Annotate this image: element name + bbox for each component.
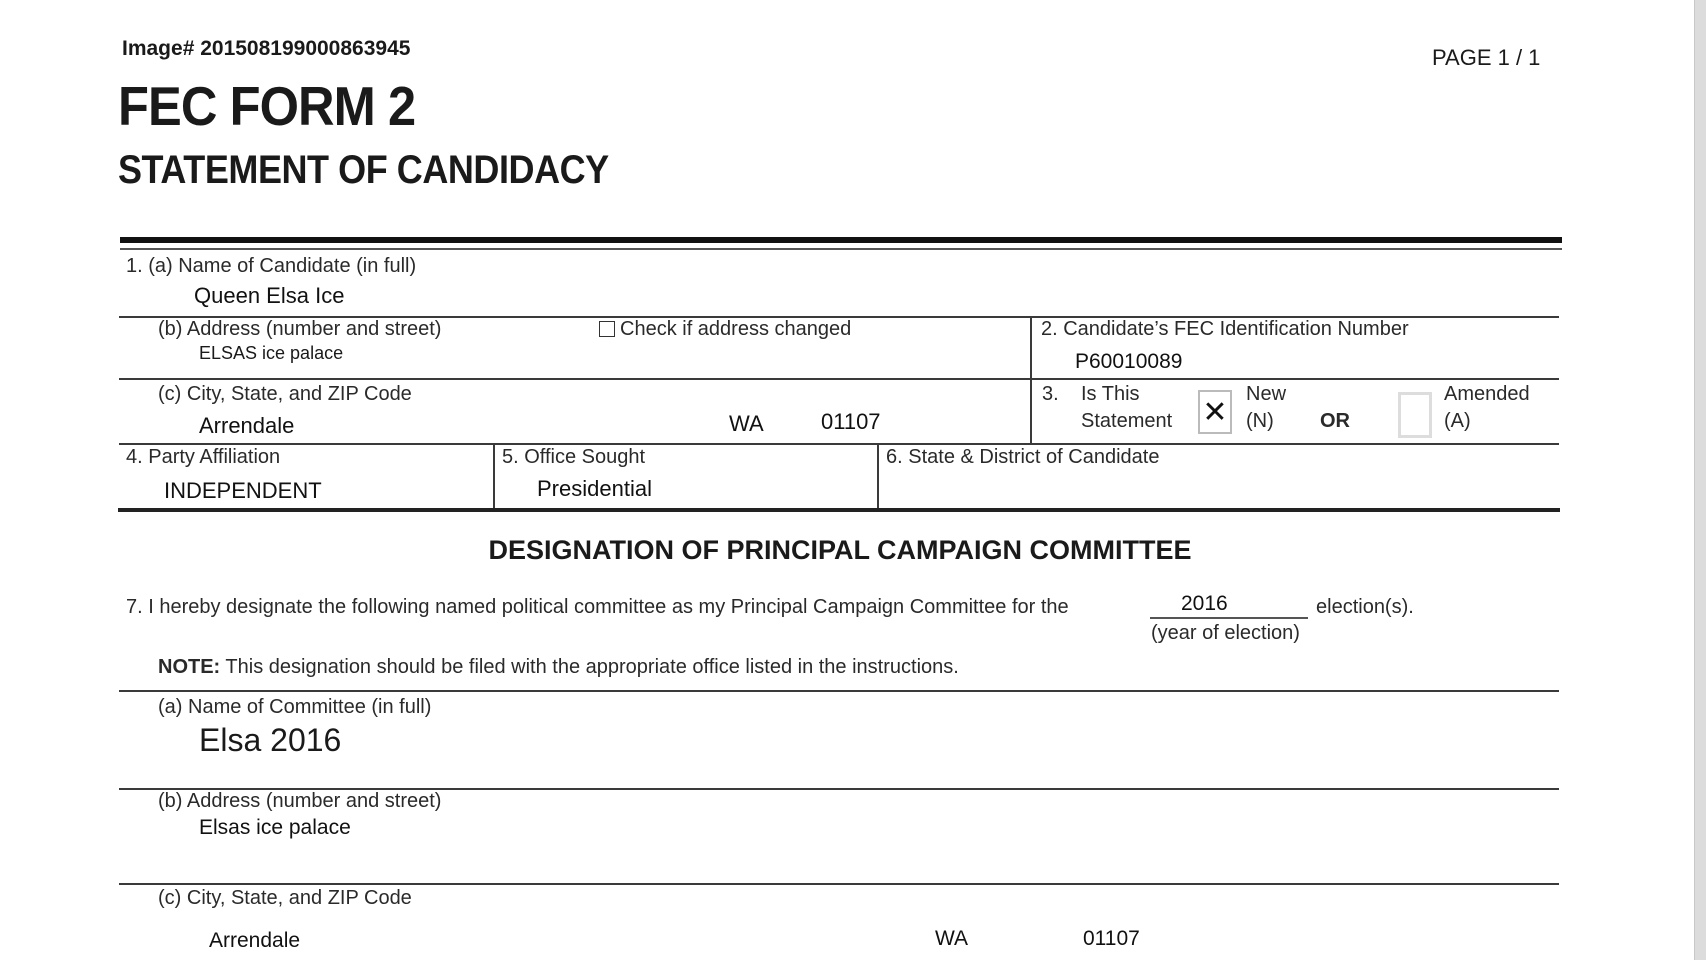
statement-number: 3.	[1042, 383, 1059, 405]
col-divider	[1030, 316, 1032, 444]
amended-label-line2: (A)	[1444, 410, 1471, 432]
top-rule-thin	[120, 248, 1562, 250]
committee-zip-value: 01107	[1083, 927, 1140, 950]
candidate-address-label: (b) Address (number and street)	[158, 318, 442, 340]
election-year-value: 2016	[1181, 592, 1228, 615]
address-changed-label: Check if address changed	[620, 318, 852, 340]
row-divider	[119, 883, 1559, 885]
committee-name-label: (a) Name of Committee (in full)	[158, 696, 432, 718]
image-number: Image# 201508199000863945	[122, 37, 411, 60]
amended-label-line1: Amended	[1444, 383, 1530, 405]
fec-id-label: 2. Candidate’s FEC Identification Number	[1041, 318, 1409, 340]
col-divider	[877, 443, 879, 509]
new-statement-checkbox[interactable]	[1198, 390, 1232, 434]
statement-label-line1: Is This	[1081, 383, 1140, 405]
new-label-line1: New	[1246, 383, 1287, 405]
designation-statement: 7. I hereby designate the following named political committee as my Principal Campaign Committee for the	[126, 596, 1069, 618]
row-divider	[119, 443, 1559, 445]
election-year-underline	[1150, 617, 1308, 619]
candidate-city-value: Arrendale	[199, 413, 295, 438]
party-label: 4. Party Affiliation	[126, 446, 281, 468]
party-value: INDEPENDENT	[164, 478, 322, 503]
designation-title: DESIGNATION OF PRINCIPAL CAMPAIGN COMMITTEE	[488, 535, 1192, 565]
candidate-zip-value: 01107	[821, 409, 881, 434]
or-label: OR	[1320, 410, 1350, 432]
form-title: FEC FORM 2	[118, 75, 416, 137]
candidate-state-value: WA	[729, 411, 764, 436]
designation-note	[158, 656, 959, 679]
note-text: This designation should be filed with the appropriate office listed in the instructions.	[220, 656, 959, 678]
committee-state-value: WA	[935, 927, 969, 950]
col-divider	[493, 443, 495, 509]
section-rule	[118, 508, 1560, 512]
row-divider	[119, 690, 1559, 692]
vertical-scrollbar[interactable]	[1694, 0, 1706, 960]
committee-address-label: (b) Address (number and street)	[158, 790, 442, 812]
address-changed-checkbox[interactable]	[599, 321, 615, 337]
committee-city-value: Arrendale	[209, 929, 301, 952]
candidate-name-value: Queen Elsa Ice	[194, 283, 345, 308]
election-suffix: election(s).	[1316, 596, 1414, 618]
fec-id-value: P60010089	[1075, 350, 1183, 373]
page-number: PAGE 1 / 1	[1432, 45, 1541, 70]
new-label-line2: (N)	[1246, 410, 1274, 432]
candidate-name-label: 1. (a) Name of Candidate (in full)	[126, 255, 417, 277]
office-label: 5. Office Sought	[502, 446, 646, 468]
committee-city-label: (c) City, State, and ZIP Code	[158, 887, 412, 909]
election-year-caption: (year of election)	[1151, 622, 1300, 644]
statement-label-line2: Statement	[1081, 410, 1173, 432]
top-rule-thick	[120, 237, 1562, 243]
note-bold: NOTE:	[158, 656, 221, 678]
amended-statement-checkbox[interactable]	[1398, 392, 1432, 438]
committee-address-value: Elsas ice palace	[199, 816, 351, 839]
committee-name-value: Elsa 2016	[199, 722, 342, 758]
form-subtitle: STATEMENT OF CANDIDACY	[118, 148, 609, 192]
check-x-icon: ✕	[1202, 395, 1228, 429]
district-label: 6. State & District of Candidate	[886, 446, 1160, 468]
office-value: Presidential	[537, 476, 652, 501]
row-divider	[119, 378, 1559, 380]
candidate-address-value: ELSAS ice palace	[199, 343, 344, 363]
candidate-city-label: (c) City, State, and ZIP Code	[158, 383, 412, 405]
